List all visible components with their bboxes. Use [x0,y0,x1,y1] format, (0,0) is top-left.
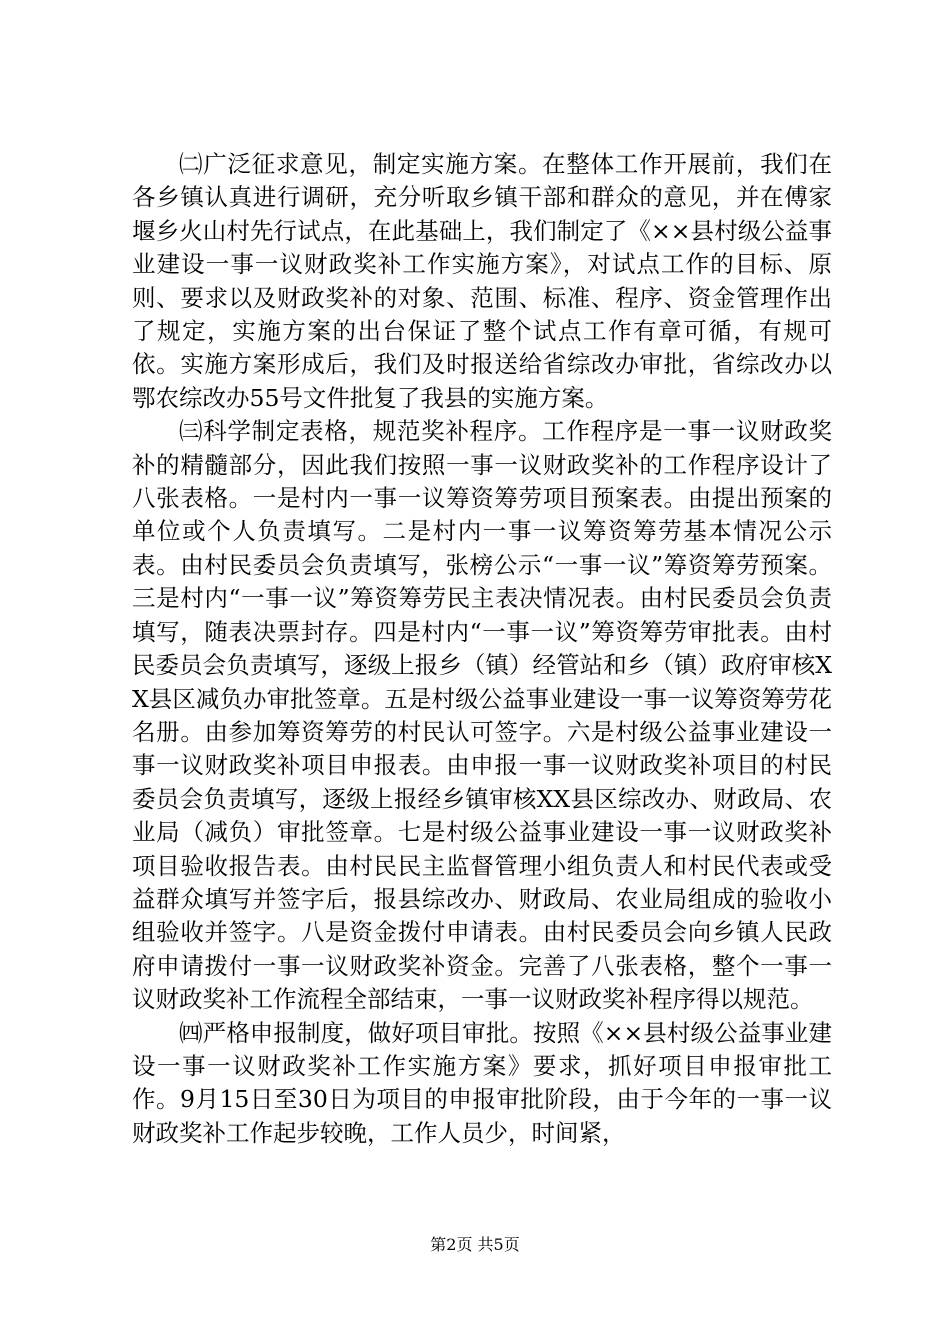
paragraph-3: ㈢科学制定表格，规范奖补程序。工作程序是一事一议财政奖补的精髓部分，因此我们按照一事一议财政奖补的工作程序设计了八张表格。一是村内一事一议筹资筹劳项目预案表。由提出预案的单位或个人负责填写。二是村内一事一议筹资筹劳基本情况公示表。由村民委员会负责填写，张榜公示“一事一议”筹资筹劳预案。三是村内“一事一议”筹资筹劳民主表决情况表。由村民委员会负责填写，随表决票封存。四是村内“一事一议”筹资筹劳审批表。由村民委员会负责填写，逐级上报乡（镇）经管站和乡（镇）政府审核XX县区减负办审批签章。五是村级公益事业建设一事一议筹资筹劳花名册。由参加筹资筹劳的村民认可签字。六是村级公益事业建设一事一议财政奖补项目申报表。由申报一事一议财政奖补项目的村民委员会负责填写，逐级上报经乡镇审核XX县区综改办、财政局、农业局（减负）审批签章。七是村级公益事业建设一事一议财政奖补项目验收报告表。由村民民主监督管理小组负责人和村民代表或受益群众填写并签字后，报县综改办、财政局、农业局组成的验收小组验收并签字。八是资金拨付申请表。由村民委员会向乡镇人民政府申请拨付一事一议财政奖补资金。完善了八张表格，整个一事一议财政奖补工作流程全部结束，一事一议财政奖补程序得以规范。 [132,417,832,1014]
document-body [132,148,832,1150]
paragraph-4: ㈣严格申报制度，做好项目审批。按照《××县村级公益事业建设一事一议财政奖补工作实施方案》要求，抓好项目申报审批工作。9月15日至30日为项目的申报审批阶段，由于今年的一事一议财政奖补工作起步较晚，工作人员少，时间紧， [132,1018,832,1147]
page-number-footer: 第2页 共5页 [430,1235,520,1254]
paragraph-2: ㈡广泛征求意见，制定实施方案。在整体工作开展前，我们在各乡镇认真进行调研，充分听取乡镇干部和群众的意见，并在傅家堰乡火山村先行试点，在此基础上，我们制定了《××县村级公益事业建设一事一议财政奖补工作实施方案》，对试点工作的目标、原则、要求以及财政奖补的对象、范围、标准、程序、资金管理作出了规定，实施方案的出台保证了整个试点工作有章可循，有规可依。实施方案形成后，我们及时报送给省综改办审批，省综改办以鄂农综改办55号文件批复了我县的实施方案。 [132,150,832,412]
